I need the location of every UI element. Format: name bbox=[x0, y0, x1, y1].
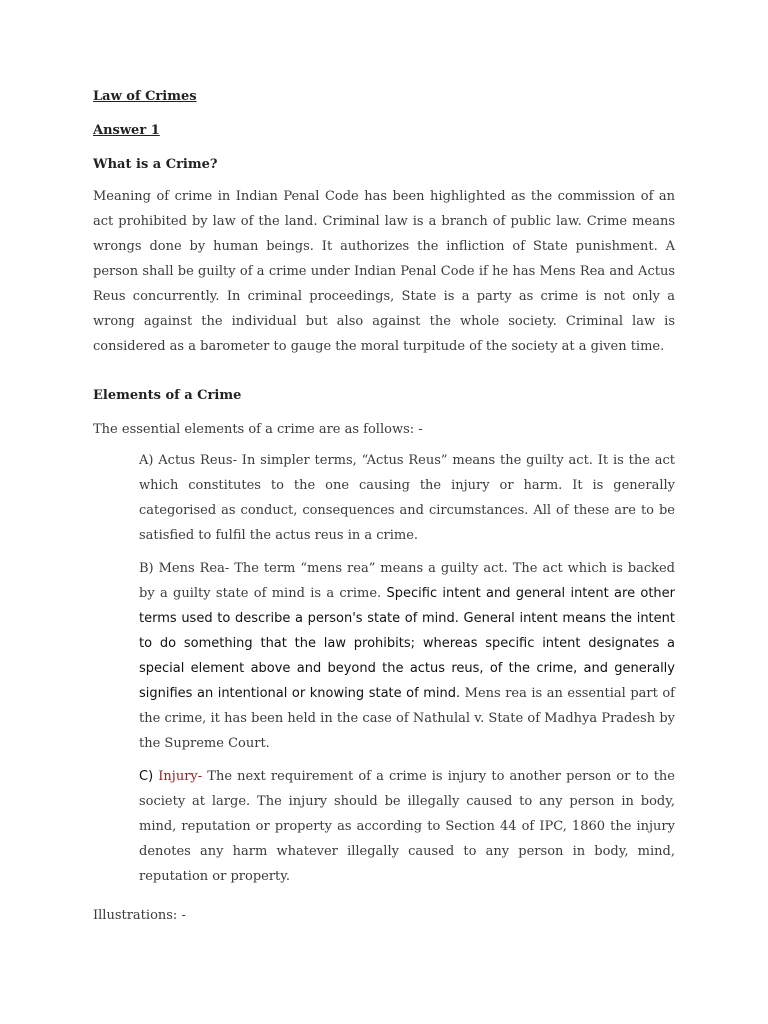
injury-text: The next requirement of a crime is injury to another person or to the society at large. The injury should be illegally caused to any person in body, mind, reputation or property as according to Section 44 of IPC, 1860 the injury denotes any harm whatever illegally caused to any person in body, mind, reputation or property. bbox=[139, 769, 675, 884]
answer-heading: Answer 1 bbox=[93, 123, 160, 138]
element-injury bbox=[139, 764, 675, 889]
intro-paragraph: Meaning of crime in Indian Penal Code has been highlighted as the commission of an act prohibited by law of the land. Criminal law is a branch of public law. Crime means wrongs done by human beings. It authorizes the infliction of State punishment. A person shall be guilty of a crime under Indian Penal Code if he has Mens Rea and Actus Reus concurrently. In criminal proceedings, State is a party as crime is not only a wrong against the individual but also against the whole society. Criminal law is considered as a barometer to gauge the moral turpitude of the society at a given time. bbox=[93, 189, 675, 354]
mens-rea-case-reference: Mens rea is an essential part of the crime, it has been held in the case of Nathulal v. State of Madhya Pradesh by the Supreme Court. bbox=[139, 686, 675, 751]
injury-label: Injury- bbox=[158, 769, 203, 784]
illustrations-label: Illustrations: - bbox=[93, 908, 186, 923]
element-actus-reus: A) Actus Reus- In simpler terms, “Actus Reus” means the guilty act. It is the act which constitutes to the one causing the injury or harm. It is generally categorised as conduct, consequences and circumstances. All of these are to be satisfied to fulfil the actus reus in a crime. bbox=[139, 453, 675, 543]
intent-explanation: Specific intent and general intent are other terms used to describe a person's state of mind. General intent means the intent to do something that the law prohibits; whereas specific intent designates a special element above and beyond the actus reus, of the crime, and generally signifies an intentional or knowing state of mind. bbox=[139, 586, 676, 701]
elements-lead-line: The essential elements of a crime are as follows: - bbox=[93, 422, 423, 437]
injury-prefix: C) bbox=[139, 769, 159, 784]
element-mens-rea bbox=[139, 556, 675, 756]
mens-rea-definition: B) Mens Rea- The term “mens rea” means a guilty act. The act which is backed by a guilty state of mind is a crime. bbox=[139, 561, 675, 601]
elements-heading: Elements of a Crime bbox=[93, 388, 242, 403]
question-heading: What is a Crime? bbox=[93, 157, 218, 172]
document-title: Law of Crimes bbox=[93, 89, 197, 104]
document-page bbox=[93, 86, 675, 928]
